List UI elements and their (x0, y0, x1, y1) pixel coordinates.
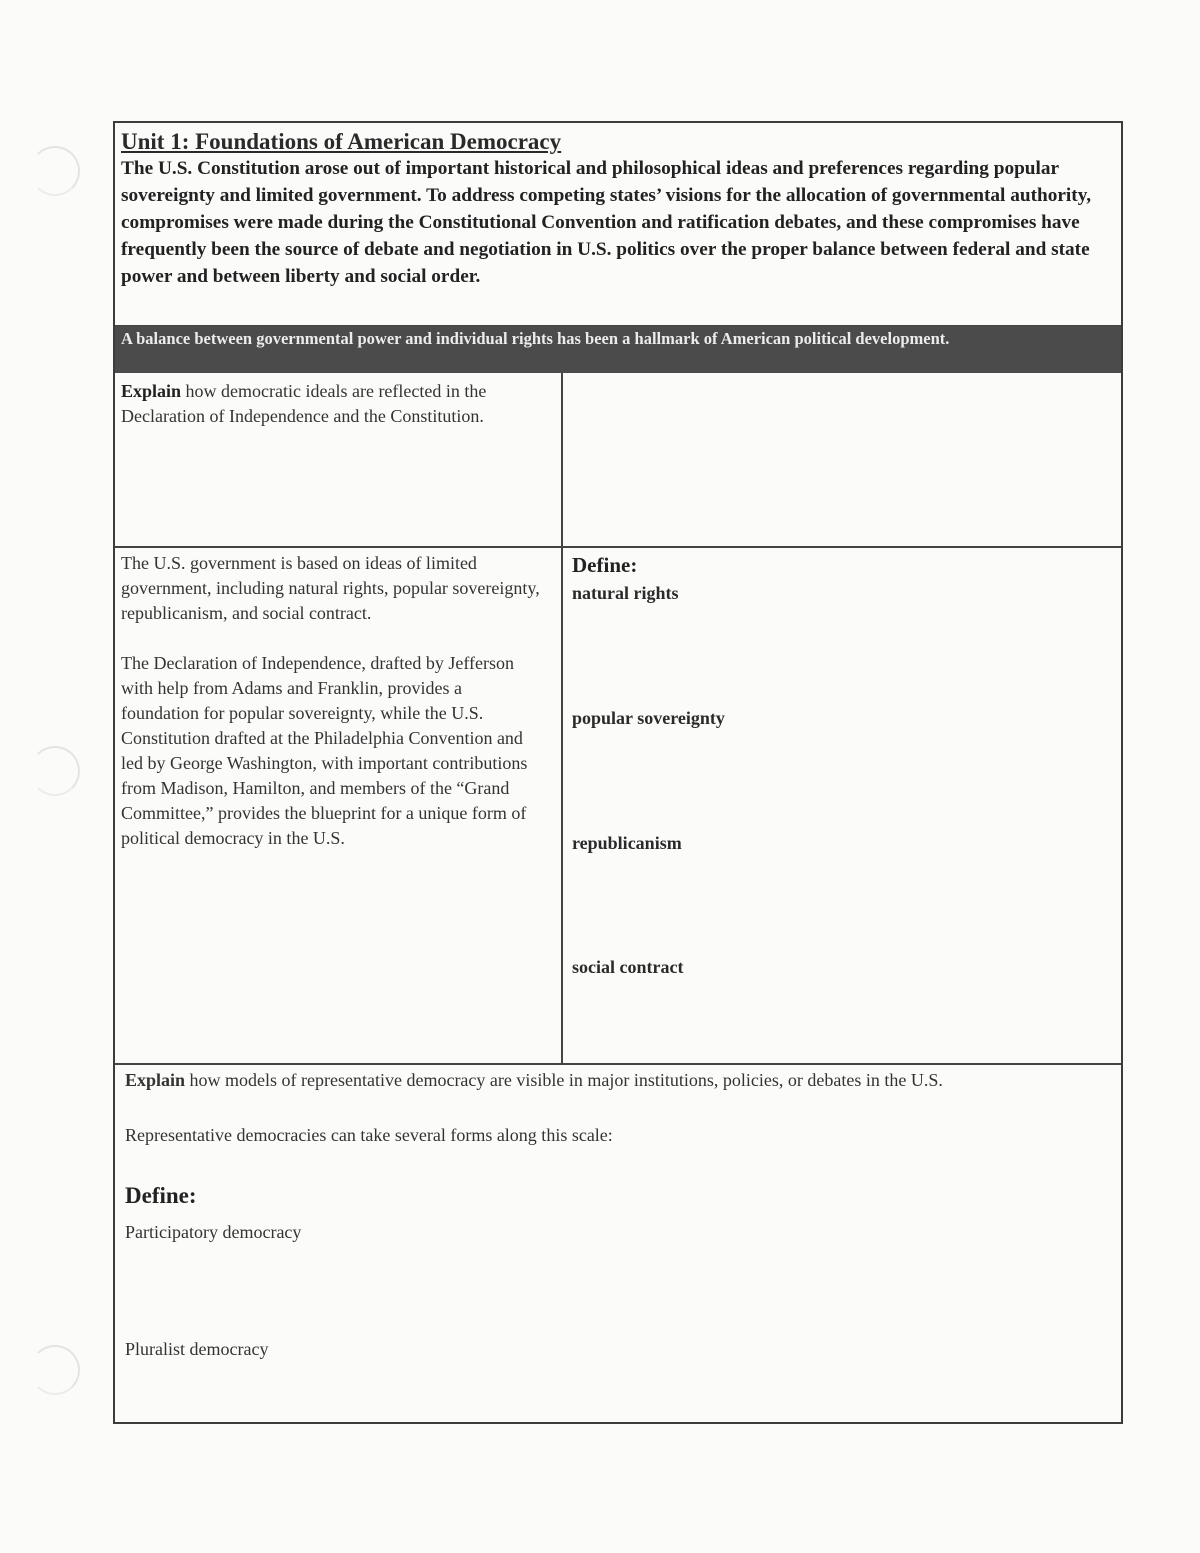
row-divider-2 (115, 1063, 1121, 1065)
term-republicanism: republicanism (572, 833, 682, 853)
term-natural-rights: natural rights (572, 583, 679, 603)
binder-hole-bottom (30, 1345, 80, 1395)
row-divider-1 (115, 546, 1121, 548)
worksheet (113, 121, 1123, 1424)
term-popular-sovereignty: popular sovereignty (572, 708, 725, 728)
unit-title: Unit 1: Foundations of American Democracy (121, 129, 562, 154)
explain-keyword: Explain (121, 381, 182, 401)
define-heading-bottom: Define: (125, 1183, 197, 1208)
term-social-contract: social contract (572, 957, 684, 977)
unit-description: The U.S. Constitution arose out of important historical and philosophical ideas and preferences regarding popular sovereignty and limited government. To address competing states’ visions for the allocation of governmental authority, compromises were made during the Constitutional Convention and ratification debates, and these compromises have frequently been the source of debate and negotiation in U.S. politics over the proper balance between federal and state power and between liberty and social order. (121, 158, 1092, 287)
pluralist-democracy-label: Pluralist democracy (125, 1339, 269, 1359)
enduring-understanding-band: A balance between governmental power and individual rights has been a hallmark of American political development. (115, 326, 1121, 373)
define-heading: Define: (572, 553, 638, 577)
explain-representative-democracy-prompt (125, 1068, 1115, 1092)
explain-bottom-text: how models of representative democracy are visible in major institutions, policies, or debates in the U.S. (185, 1070, 943, 1090)
binder-hole-middle (30, 746, 80, 796)
unit-header (115, 123, 1121, 326)
answer-area-democratic-ideals[interactable] (563, 375, 1121, 545)
explain-democratic-ideals-prompt (121, 379, 541, 429)
limited-government-paragraph: The U.S. government is based on ideas of limited government, including natural rights, popular sovereignty, republicanism, and social contract. (121, 553, 540, 623)
explain-keyword-bottom: Explain (125, 1070, 186, 1090)
forms-scale-text: Representative democracies can take several forms along this scale: (125, 1125, 613, 1145)
explain-prompt-text: how democratic ideals are reflected in the Declaration of Independence and the Constitution. (121, 381, 487, 426)
participatory-democracy-label: Participatory democracy (125, 1222, 302, 1242)
binder-hole-top (30, 146, 80, 196)
declaration-constitution-paragraph: The Declaration of Independence, drafted by Jefferson with help from Adams and Franklin, provides a foundation for popular sovereignty, while the U.S. Constitution drafted at the Philadelphia Convention and led by George Washington, with important contributions from Madison, Hamilton, and members of the “Grand Committee,” provides the blueprint for a unique form of political democracy in the U.S. (121, 653, 528, 848)
